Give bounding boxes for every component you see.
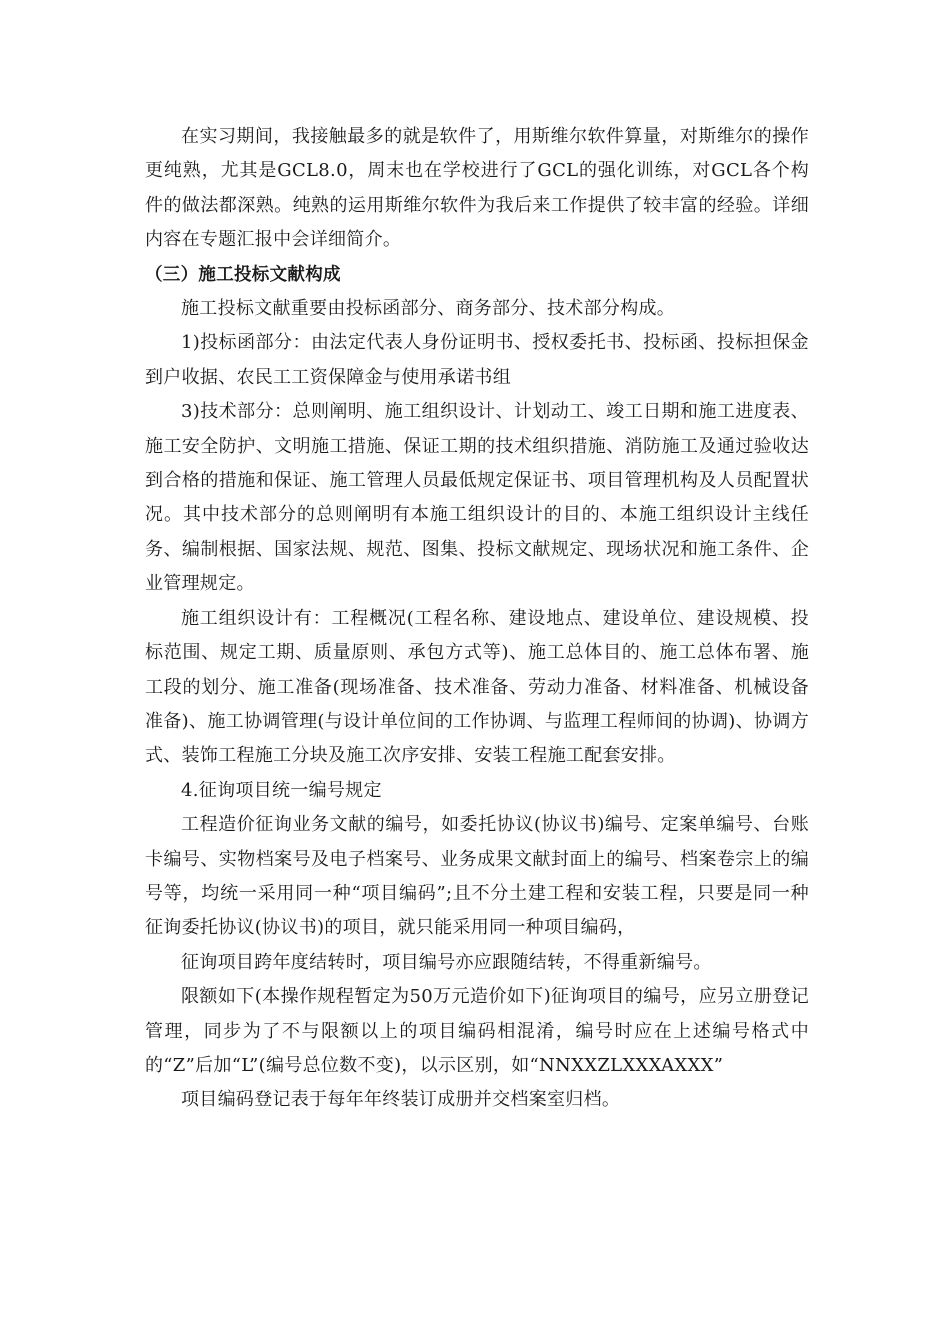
paragraph-bid-letter-part: 1)投标函部分：由法定代表人身份证明书、授权委托书、投标函、投标担保金到户收据、农民工工资保障金与使用承诺书组 (145, 332, 809, 388)
paragraph-construction-design: 施工组织设计有：工程概况(工程名称、建设地点、建设单位、建设规模、投标范围、规定工期、质量原则、承包方式等)、施工总体目的、施工总体布署、施工段的划分、施工准备(现场准备、技术准备、劳动力准备、材料准备、机械设备准备)、施工协调管理(与设计单位间的工作协调、与监理工程师间的协调)、协调方式、装饰工程施工分块及施工次序安排、安装工程施工配套安排。 (145, 607, 809, 767)
paragraph-bid-composition: 施工投标文献重要由投标函部分、商务部分、技术部分构成。 (181, 298, 676, 320)
paragraph-cross-year-numbering: 征询项目跨年度结转时，项目编号亦应跟随结转，不得重新编号。 (181, 951, 712, 973)
paragraph-numbering-rule-detail: 工程造价征询业务文献的编号，如委托协议(协议书)编号、定案单编号、台账卡编号、实物档案号及电子档案号、业务成果文献封面上的编号、档案卷宗上的编号等，均统一采用同一种“项目编码”;且不分土建工程和安装工程，只要是同一种征询委托协议(协议书)的项目，就只能采用同一种项目编码， (145, 814, 809, 939)
section-heading-bid-documents: （三）施工投标文献构成 (145, 264, 341, 285)
paragraph-numbering-rule-title: 4.征询项目统一编号规定 (181, 779, 382, 801)
document-body (145, 120, 809, 1118)
paragraph-register-archive: 项目编码登记表于每年年终装订成册并交档案室归档。 (181, 1089, 621, 1111)
paragraph-limit-numbering: 限额如下(本操作规程暂定为50万元造价如下)征询项目的编号，应另立册登记管理，同步为了不与限额以上的项目编码相混淆，编号时应在上述编号格式中的“Z”后加“L”(编号总位数不变)，以示区别，如“NNXXZLXXXAXXX” (145, 986, 809, 1076)
paragraph-technical-part: 3)技术部分：总则阐明、施工组织设计、计划动工、竣工日期和施工进度表、施工安全防护、文明施工措施、保证工期的技术组织措施、消防施工及通过验收达到合格的措施和保证、施工管理人员最低规定保证书、项目管理机构及人员配置状况。其中技术部分的总则阐明有本施工组织设计的目的、本施工组织设计主线任务、编制根据、国家法规、规范、图集、投标文献规定、现场状况和施工条件、企业管理规定。 (145, 401, 809, 595)
paragraph-software-practice: 在实习期间，我接触最多的就是软件了，用斯维尔软件算量，对斯维尔的操作更纯熟，尤其是GCL8.0，周末也在学校进行了GCL的强化训练，对GCL各个构件的做法都深熟。纯熟的运用斯维尔软件为我后来工作提供了较丰富的经验。详细内容在专题汇报中会详细简介。 (145, 126, 809, 251)
